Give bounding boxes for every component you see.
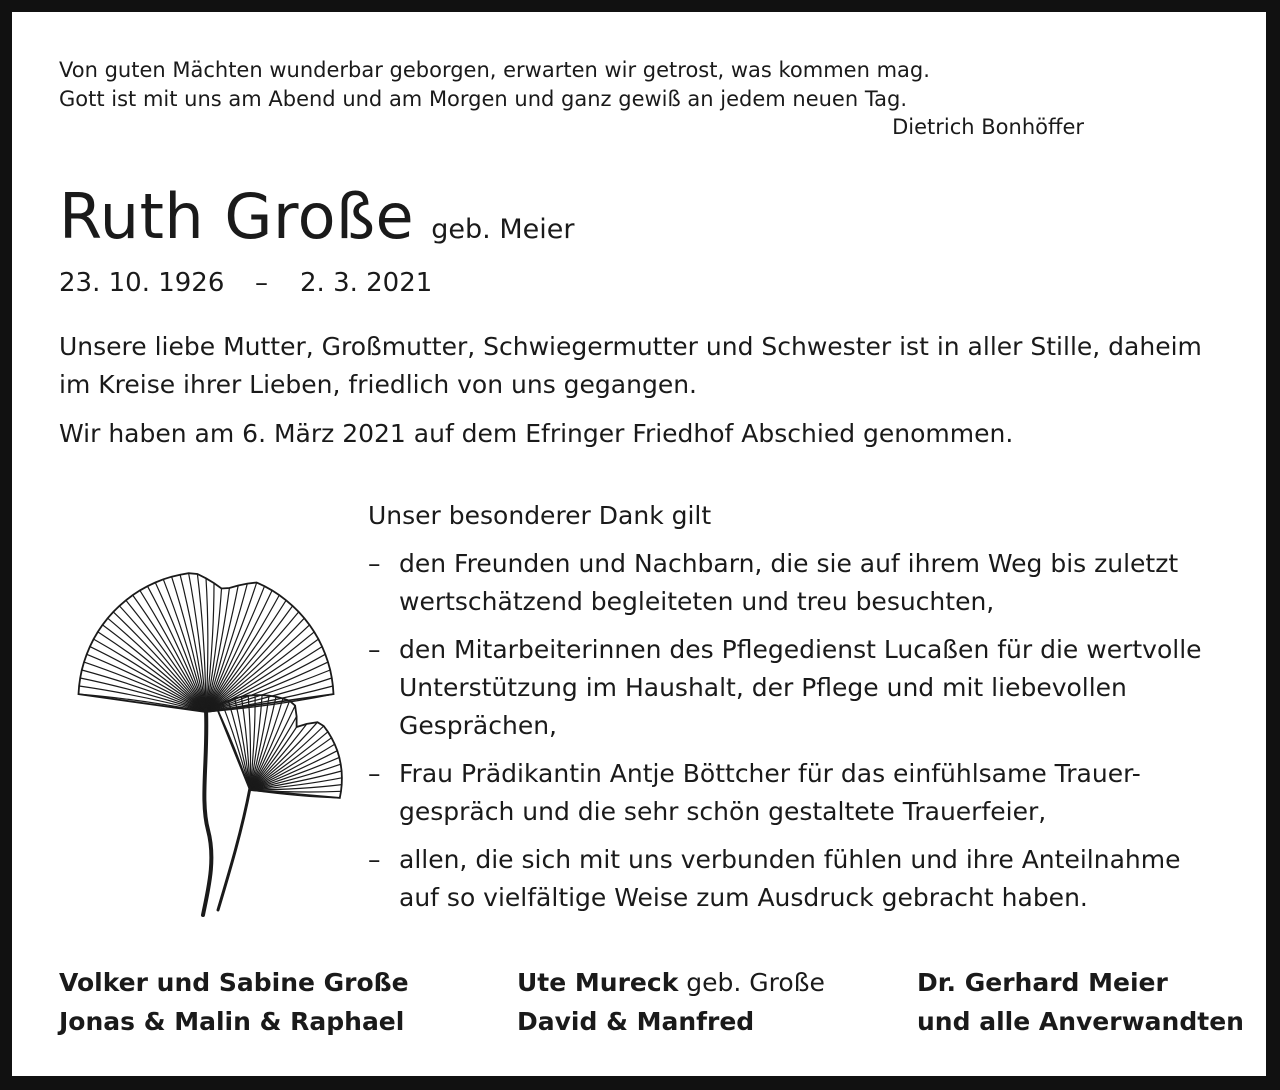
birth-date: 23. 10. 1926: [59, 268, 225, 298]
list-item-line: den Freunden und Nachbarn, die sie auf ihrem Weg bis zuletzt: [399, 549, 1179, 578]
family-column-3: [917, 963, 1244, 1041]
list-item: [368, 545, 1228, 621]
family-line: [517, 963, 825, 1002]
motto-author: Dietrich Bonhöffer: [892, 115, 1084, 139]
family-name-bold: Ute Mureck: [517, 968, 679, 997]
family-column-2: [517, 963, 825, 1041]
list-item-line: den Mitarbeiterinnen des Pflegedienst Lucaßen für die wertvolle: [399, 635, 1202, 664]
list-item-line: gespräch und die sehr schön gestaltete Trauerfeier,: [399, 797, 1047, 826]
deceased-name: Ruth Große: [59, 180, 415, 253]
list-item-line: Frau Prädikantin Antje Böttcher für das einfühlsame Trauer-: [399, 759, 1141, 788]
announcement-line-1: Unsere liebe Mutter, Großmutter, Schwiegermutter und Schwester ist in aller Stille, daheim: [59, 332, 1202, 361]
ginkgo-leaves-icon: [60, 560, 350, 924]
list-item-line: Unterstützung im Haushalt, der Pflege und mit liebevollen: [399, 673, 1127, 702]
list-dash: –: [368, 845, 381, 874]
list-item-line: auf so vielfältige Weise zum Ausdruck gebracht haben.: [399, 883, 1088, 912]
obituary-card: [12, 12, 1266, 1076]
motto-line-1: Von guten Mächten wunderbar geborgen, erwarten wir getrost, was kommen mag.: [59, 58, 930, 82]
list-dash: –: [368, 549, 381, 578]
family-line: David & Manfred: [517, 1007, 755, 1036]
family-column-1: [59, 963, 409, 1041]
list-dash: –: [368, 635, 381, 664]
family-name-note: geb. Große: [686, 968, 825, 997]
list-item: [368, 841, 1228, 917]
family-line: Jonas & Malin & Raphael: [59, 1007, 405, 1036]
family-line: Dr. Gerhard Meier: [917, 968, 1168, 997]
date-separator: –: [255, 268, 268, 298]
thanks-list: [368, 545, 1228, 917]
thanks-intro: Unser besonderer Dank gilt: [368, 501, 712, 530]
maiden-name: geb. Meier: [431, 214, 575, 245]
list-item: [368, 755, 1228, 831]
list-item-line: Gesprächen,: [399, 711, 558, 740]
announcement-line-2: im Kreise ihrer Lieben, friedlich von uns gegangen.: [59, 370, 697, 399]
motto-line-2: Gott ist mit uns am Abend und am Morgen und ganz gewiß an jedem neuen Tag.: [59, 87, 908, 111]
list-item-line: wertschätzend begleiteten und treu besuchten,: [399, 587, 995, 616]
list-item-line: allen, die sich mit uns verbunden fühlen und ihre Anteilnahme: [399, 845, 1181, 874]
list-item: [368, 631, 1228, 745]
family-line: Volker und Sabine Große: [59, 968, 409, 997]
death-date: 2. 3. 2021: [300, 268, 433, 298]
deceased-heading: [59, 180, 574, 254]
announcement-line-3: Wir haben am 6. März 2021 auf dem Efringer Friedhof Abschied genommen.: [59, 419, 1014, 448]
list-dash: –: [368, 759, 381, 788]
family-line: und alle Anverwandten: [917, 1007, 1244, 1036]
